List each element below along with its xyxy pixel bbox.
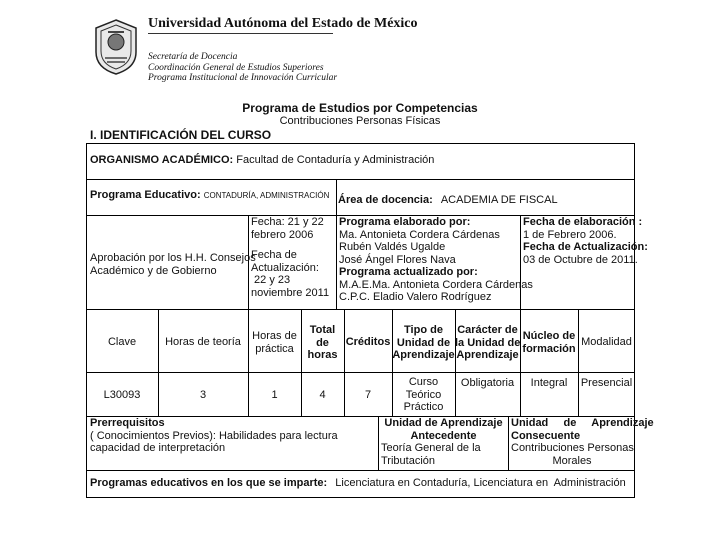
area-field	[338, 194, 558, 207]
header-sublines	[148, 52, 337, 84]
cell-clave: L30093	[103, 389, 141, 401]
cell-tipo-line-2: Teórico	[405, 388, 442, 401]
aprobacion-label	[90, 252, 256, 277]
area-label: Área de docencia:	[338, 194, 433, 206]
fecha-consejo-line-1: Fecha: 21 y 22	[251, 216, 324, 228]
cell-tipo-line-3: Práctico	[403, 401, 444, 413]
fecha-actualizacion-line-1: Fecha de	[251, 249, 297, 261]
header-practica	[248, 330, 301, 355]
header-total-line-3: horas	[307, 349, 338, 361]
prerrequisitos-divider-1	[378, 416, 379, 471]
prerrequisitos-text	[90, 417, 338, 455]
prerrequisitos-divider-2	[508, 416, 509, 471]
header-nucleo	[520, 330, 578, 355]
header-line-secretaria: Secretaría de Docencia	[148, 52, 238, 62]
header-caracter-line-3: Aprendizaje	[456, 349, 519, 361]
header-caracter	[455, 324, 520, 362]
cell-nucleo: Integral	[530, 377, 568, 389]
fechas-programa	[523, 216, 648, 266]
elaborado-author-3: José Ángel Flores Nava	[339, 253, 456, 266]
header-creditos: Créditos	[345, 336, 391, 348]
header-practica-line-1: Horas de	[252, 330, 297, 342]
header-line-coordinacion: Coordinación General de Estudios Superiores	[148, 62, 324, 73]
consecuente-line-3: Contribuciones Personas	[511, 442, 634, 454]
header-total-line-1: Total	[309, 324, 336, 336]
fecha-actualizacion-line-4: noviembre 2011	[251, 286, 330, 299]
actualizado-author-1: M.A.E.Ma. Antonieta Cordera Cárdenas	[339, 278, 533, 291]
programas-imparte-label: Programas educativos en los que se imparte:	[90, 477, 328, 489]
cell-teoria: 3	[199, 389, 207, 401]
programa-divider	[336, 179, 337, 216]
antecedente-line-3: Teoría General de la	[381, 442, 481, 454]
header-nucleo-line-2: formación	[522, 342, 576, 355]
header-teoria: Horas de teoría	[165, 336, 241, 348]
programa-field	[90, 189, 329, 203]
fecha-consejo-line-2: febrero 2006	[251, 228, 314, 241]
col-divider-7	[520, 309, 521, 417]
organismo-field	[90, 154, 434, 167]
consecuente-line-1: Unidad de Aprendizaje	[511, 417, 654, 429]
university-seal-icon	[93, 18, 139, 76]
actualizado-author-2: C.P.C. Eladio Valero Rodríguez	[339, 291, 492, 303]
consecuente-line-2: Consecuente	[511, 429, 581, 442]
fecha-elaboracion-title: Fecha de elaboración :	[523, 216, 643, 228]
elaborado-author-1: Ma. Antonieta Cordera Cárdenas	[339, 228, 500, 241]
cell-total: 4	[319, 389, 326, 401]
aprobacion-divider-2	[336, 215, 337, 310]
section-title: I. IDENTIFICACIÓN DEL CURSO	[90, 128, 272, 142]
prerrequisitos-line-3: capacidad de interpretación	[90, 442, 226, 454]
header-divider	[148, 33, 333, 34]
col-divider-8	[578, 309, 579, 417]
fecha-elaboracion-value: 1 de Febrero 2006.	[523, 228, 617, 241]
header-nucleo-line-1: Núcleo de	[522, 330, 576, 342]
fecha-actualizacion-title: Fecha de Actualización:	[523, 241, 648, 253]
document-subtitle: Contribuciones Personas Físicas	[279, 115, 441, 127]
header-modalidad: Modalidad	[581, 336, 632, 348]
header-line-programa: Programa Institucional de Innovación Curricular	[148, 73, 338, 83]
header-total-line-2: de	[316, 336, 329, 349]
area-value: ACADEMIA DE FISCAL	[440, 194, 558, 206]
fecha-actualizacion-line-2: Actualización:	[251, 261, 319, 274]
prerrequisitos-label: Prerrequisitos	[90, 417, 165, 429]
cell-tipo-line-1: Curso	[408, 376, 439, 388]
programa-value: CONTADURÍA, ADMINISTRACIÓN	[203, 191, 330, 200]
header-tipo-line-1: Tipo de	[404, 324, 443, 336]
elaborado-title: Programa elaborado por:	[339, 216, 471, 228]
antecedente-line-2: Antecedente	[410, 429, 477, 442]
antecedente-line-1: Unidad de Aprendizaje	[384, 417, 503, 429]
elaborado-author-2: Rubén Valdés Ugalde	[339, 241, 446, 253]
cell-creditos: 7	[364, 389, 372, 401]
consecuente	[511, 417, 654, 467]
programas-imparte-field	[90, 477, 626, 490]
course-table-row-divider	[86, 372, 635, 373]
fecha-actualizacion-value: 03 de Octubre de 2011.	[523, 253, 638, 266]
header-caracter-line-1: Carácter de	[457, 324, 518, 336]
header-tipo-line-3: Aprendizaje	[392, 349, 455, 361]
university-name: Universidad Autónoma del Estado de México	[148, 16, 418, 31]
document-title: Programa de Estudios por Competencias	[242, 101, 478, 115]
programa-label: Programa Educativo:	[90, 189, 201, 201]
header-tipo	[392, 324, 455, 362]
cell-modalidad: Presencial	[580, 377, 633, 389]
fecha-actualizacion-line-3: 22 y 23	[251, 274, 291, 286]
header-total	[301, 324, 344, 362]
header-practica-line-2: práctica	[255, 342, 294, 355]
autores	[339, 216, 533, 304]
organismo-label: ORGANISMO ACADÉMICO:	[90, 154, 234, 166]
aprobacion-fechas	[251, 216, 329, 299]
aprobacion-label-line-1: Aprobación por los H.H. Consejos	[90, 252, 256, 264]
organismo-value: Facultad de Contaduría y Administración	[236, 154, 435, 166]
header-tipo-line-2: Unidad de	[396, 336, 451, 349]
header-clave: Clave	[107, 336, 137, 348]
antecedente-line-4: Tributación	[381, 454, 436, 467]
consecuente-line-4: Morales	[552, 454, 592, 467]
cell-practica: 1	[271, 389, 278, 401]
aprobacion-label-line-2: Académico y de Gobierno	[90, 264, 217, 277]
actualizado-title: Programa actualizado por:	[339, 266, 478, 278]
prerrequisitos-line-2: ( Conocimientos Previos): Habilidades para lectura	[90, 429, 338, 442]
antecedente	[381, 417, 506, 467]
programas-imparte-value: Licenciatura en Contaduría, Licenciatura en Administración	[335, 477, 626, 489]
cell-tipo	[392, 376, 455, 414]
cell-caracter: Obligatoria	[460, 377, 515, 389]
header-caracter-line-2: la Unidad de	[455, 336, 521, 349]
